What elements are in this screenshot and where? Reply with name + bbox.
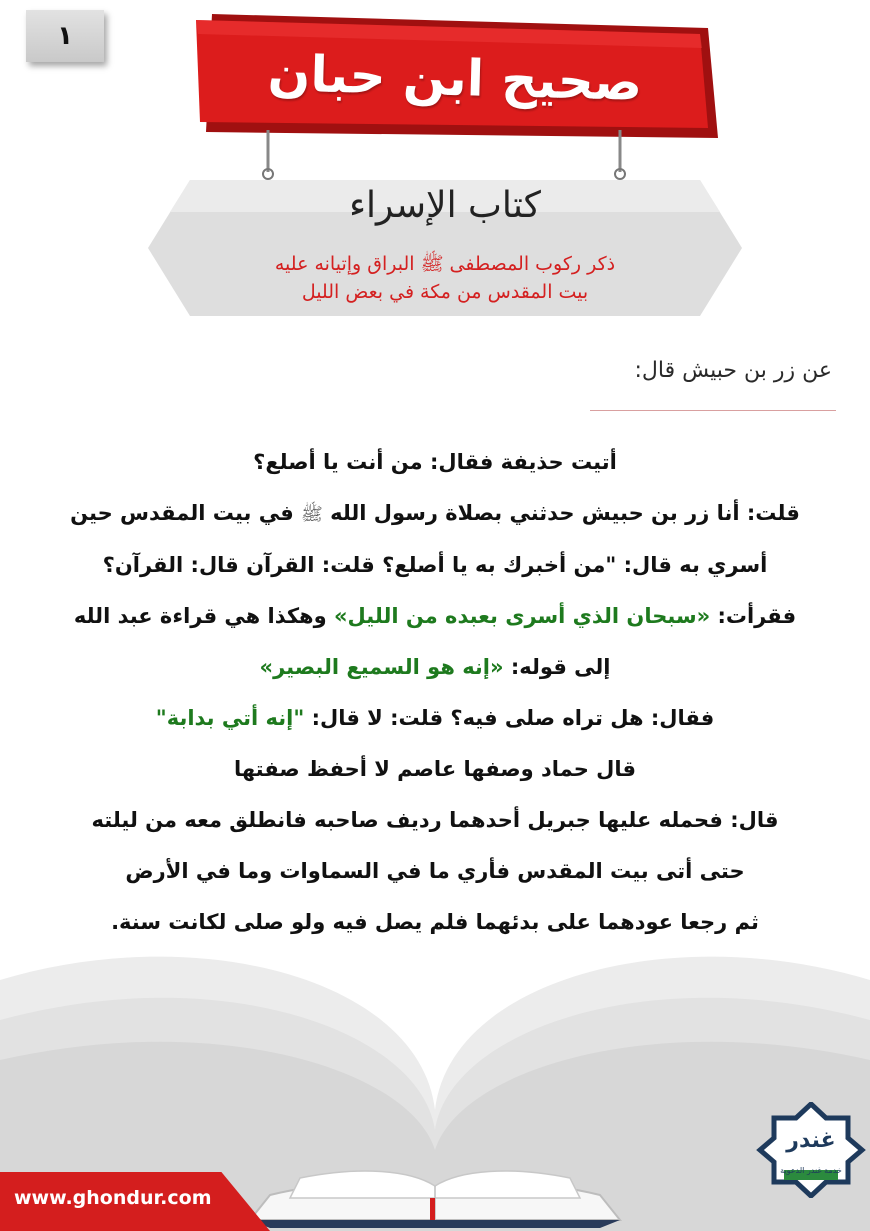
hadith-segment: وهكذا هي قراءة عبد الله	[73, 604, 327, 628]
narrator-intro: عن زر بن حبيش قال:	[634, 358, 832, 383]
banner-title: صحيح ابن حبان	[267, 44, 643, 112]
page-number-badge: ١	[26, 10, 104, 62]
chapter-subtitle-line-1: ذكر ركوب المصطفى ﷺ البراق وإتيانه عليه	[274, 253, 616, 275]
narrator-divider	[590, 410, 836, 411]
logo-name: غندر	[786, 1128, 836, 1153]
quran-quote: «إنه هو السميع البصير»	[259, 655, 504, 679]
hadith-line: ثم رجعا عودهما على بدئهما فلم يصل فيه ولو صلى لكانت سنة.	[111, 910, 759, 934]
hadith-line: حتى أتى بيت المقدس فأري ما في السماوات وما في الأرض	[125, 859, 745, 883]
hadith-segment: فقال: هل تراه صلى فيه؟ قلت: لا قال:	[311, 706, 715, 730]
hadith-segment: إلى قوله:	[510, 655, 611, 679]
website-url[interactable]: www.ghondur.com	[14, 1187, 212, 1209]
hadith-line	[22, 591, 848, 642]
hadith-line: قال حماد وصفها عاصم لا أحفظ صفتها	[233, 757, 637, 781]
hadith-line	[22, 693, 848, 744]
logo-tagline: خدمة غندر الدعوية	[780, 1166, 842, 1175]
hadith-line	[22, 488, 848, 540]
hadith-line: أسري به قال: "من أخبرك به يا أصلع؟ قلت: القرآن قال: القرآن؟	[102, 553, 768, 577]
hadith-text	[22, 437, 848, 948]
highlight-quote: "إنه أتي بدابة"	[155, 706, 305, 730]
chapter-subtitle-line-2: بيت المقدس من مكة في بعض الليل	[301, 281, 589, 303]
hadith-segment: قلت: أنا زر بن حبيش حدثني بصلاة رسول الله	[330, 501, 800, 525]
hadith-segment: فقرأت:	[717, 604, 797, 628]
book-title: كتاب الإسراء	[349, 185, 541, 226]
hadith-line: قال: فحمله عليها جبريل أحدهما رديف صاحبه فانطلق معه من ليلته	[91, 808, 779, 832]
salawat-glyph: ﷺ	[301, 504, 323, 525]
hadith-segment: في بيت المقدس حين	[70, 501, 294, 525]
chapter-subtitle	[170, 250, 720, 306]
quran-quote: «سبحان الذي أسرى بعبده من الليل»	[333, 604, 711, 628]
hadith-line	[22, 642, 848, 693]
hadith-line: أتيت حذيفة فقال: من أنت يا أصلع؟	[253, 450, 617, 474]
